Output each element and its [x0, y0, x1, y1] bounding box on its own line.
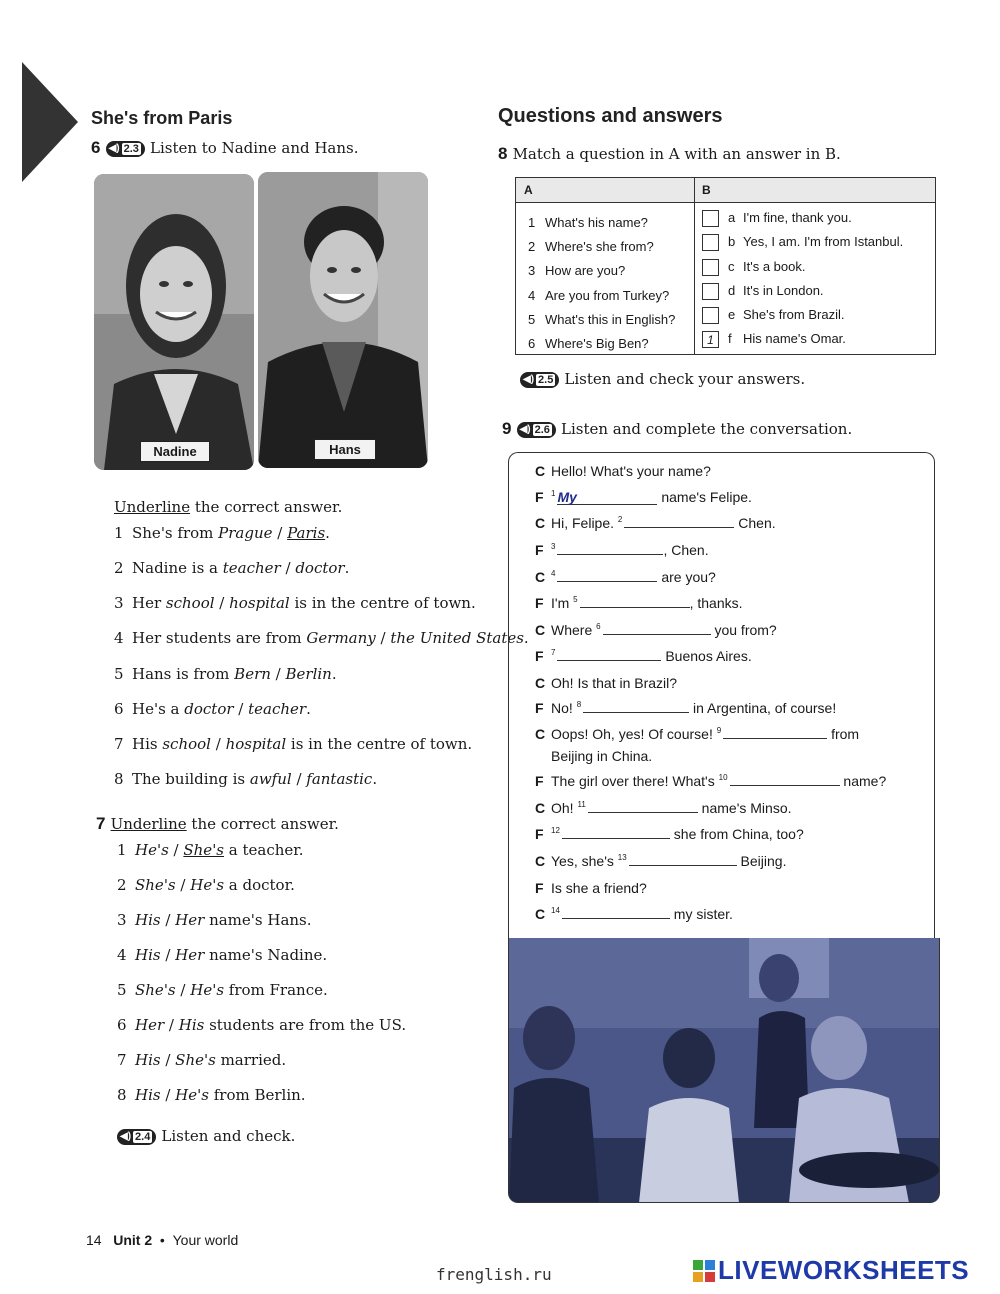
- conv-line-1: C Hello! What's your name?: [535, 463, 711, 479]
- answer-c: c It's a book.: [702, 259, 805, 276]
- option-b[interactable]: hospital: [225, 735, 287, 753]
- conv-line-9: C Oh! Is that in Brazil?: [535, 675, 678, 691]
- ex6-item-5: 5 Hans is from Bern / Berlin.: [114, 665, 337, 683]
- ex7-item-7: 7 His / She's married.: [117, 1051, 287, 1069]
- blank-1[interactable]: My: [557, 489, 657, 505]
- conv-line-13: C Oh! $^{11}$ name's Minso.: [535, 800, 792, 816]
- section-arrow: [22, 62, 78, 182]
- blank-2[interactable]: [624, 516, 734, 528]
- ex6-sub-instruction: Underline the correct answer.: [114, 498, 343, 516]
- answer-a: a I'm fine, thank you.: [702, 210, 852, 227]
- question-1: 1 What's his name?: [528, 215, 648, 230]
- blank-3[interactable]: [557, 543, 663, 555]
- nadine-illustration: [94, 174, 254, 470]
- option-b[interactable]: hospital: [229, 594, 290, 612]
- conv-line-14: F $^{12}$ she from China, too?: [535, 826, 804, 842]
- ex7-item-6: 6 Her / His students are from the US.: [117, 1016, 407, 1034]
- conv-line-4: F $^3$ , Chen.: [535, 542, 709, 558]
- group-illustration: [509, 938, 940, 1203]
- option-a[interactable]: His: [135, 911, 161, 929]
- speaker-icon: ◀): [120, 1131, 132, 1142]
- option-a[interactable]: doctor: [184, 700, 234, 718]
- site-watermark: frenglish.ru: [436, 1265, 552, 1284]
- ex8-number: 8: [498, 144, 508, 163]
- blank-11[interactable]: [588, 801, 698, 813]
- ex6-item-7: 7 His school / hospital is in the centre of town.: [114, 735, 473, 753]
- blank-12[interactable]: [562, 827, 670, 839]
- blank-10[interactable]: [730, 774, 840, 786]
- option-a[interactable]: He's: [135, 841, 169, 859]
- conv-line-11: C Oops! Oh, yes! Of course! $^9$ from: [535, 726, 860, 742]
- question-4: 4 Are you from Turkey?: [528, 288, 670, 303]
- ex7-header: 7 Underline the correct answer.: [96, 814, 339, 833]
- conv-line-11b: Beijing in China.: [551, 748, 653, 764]
- ex7-item-3: 3 His / Her name's Hans.: [117, 911, 312, 929]
- option-b[interactable]: His: [178, 1016, 205, 1034]
- answer-b: b Yes, I am. I'm from Istanbul.: [702, 234, 903, 251]
- option-b[interactable]: Her: [175, 946, 205, 964]
- answer-box-b[interactable]: [702, 234, 719, 251]
- ex6-item-8: 8 The building is awful / fantastic.: [114, 770, 378, 788]
- section-title-left: She's from Paris: [91, 108, 233, 128]
- unit-topic: Your world: [172, 1232, 239, 1248]
- name-tag-hans: Hans: [314, 439, 376, 460]
- name-tag-nadine: Nadine: [140, 441, 210, 462]
- ex6-item-3: 3 Her school / hospital is in the centre of town.: [114, 594, 476, 612]
- answer-f: 1 f His name's Omar.: [702, 331, 846, 348]
- question-2: 2 Where's she from?: [528, 239, 654, 254]
- section-title-right: Questions and answers: [498, 105, 723, 127]
- ex7-item-5: 5 She's / He's from France.: [117, 981, 328, 999]
- option-b[interactable]: Paris: [287, 524, 326, 542]
- ex8-header: [498, 144, 841, 164]
- blank-14[interactable]: [562, 907, 670, 919]
- ex9-number: 9: [502, 419, 512, 438]
- answer-box-d[interactable]: [702, 283, 719, 300]
- ex6-item-4: 4 Her students are from Germany / the United States.: [114, 629, 529, 647]
- answer-d: d It's in London.: [702, 283, 824, 300]
- option-a[interactable]: Germany: [306, 629, 376, 647]
- answer-box-f[interactable]: 1: [702, 331, 719, 348]
- option-a[interactable]: Prague: [218, 524, 273, 542]
- col-b-header: B: [694, 178, 935, 203]
- option-a[interactable]: His: [135, 1086, 161, 1104]
- option-a[interactable]: She's: [135, 981, 176, 999]
- option-a[interactable]: His: [135, 1051, 161, 1069]
- blank-8[interactable]: [583, 701, 689, 713]
- conv-line-3: C Hi, Felipe. $^2$ Chen.: [535, 515, 776, 531]
- option-b[interactable]: teacher: [248, 700, 307, 718]
- question-5: 5 What's this in English?: [528, 312, 676, 327]
- liveworksheets-logo: [693, 1255, 969, 1286]
- audio-button-2-5[interactable]: ◀) 2.5: [520, 372, 559, 388]
- option-a[interactable]: school: [162, 735, 211, 753]
- conv-line-2: F $^1$ My name's Felipe.: [535, 489, 752, 505]
- option-b[interactable]: She's: [183, 841, 225, 859]
- conv-line-7: C Where $^6$ you from?: [535, 622, 777, 638]
- speaker-icon: ◀): [519, 424, 531, 435]
- ex7-item-1: 1 He's / She's a teacher.: [117, 841, 304, 859]
- group-photo: [508, 938, 940, 1203]
- option-b[interactable]: He's: [175, 1086, 209, 1104]
- conv-line-6: F I'm $^5$ , thanks.: [535, 595, 743, 611]
- audio-button-2-4[interactable]: ◀) 2.4: [117, 1129, 156, 1145]
- page-footer: [86, 1232, 238, 1248]
- blank-7[interactable]: [557, 649, 661, 661]
- ex6-item-6: 6 He's a doctor / teacher.: [114, 700, 311, 718]
- conv-line-10: F No! $^8$ in Argentina, of course!: [535, 700, 837, 716]
- answer-box-a[interactable]: [702, 210, 719, 227]
- unit-label: Unit 2: [113, 1232, 153, 1248]
- option-b[interactable]: doctor: [295, 559, 345, 577]
- option-a[interactable]: school: [165, 594, 215, 612]
- ex6-number: 6: [91, 138, 101, 157]
- question-6: 6 Where's Big Ben?: [528, 336, 649, 351]
- speaker-icon: ◀): [523, 374, 535, 385]
- option-a[interactable]: Bern: [234, 665, 271, 683]
- option-a[interactable]: Her: [135, 1016, 165, 1034]
- liveworksheets-logo-icon: [693, 1260, 715, 1282]
- ex6-instruction: Listen to Nadine and Hans.: [149, 139, 359, 157]
- option-a[interactable]: teacher: [222, 559, 281, 577]
- hans-illustration: [258, 172, 428, 468]
- option-b[interactable]: fantastic: [306, 770, 373, 788]
- speaker-icon: ◀): [108, 143, 120, 154]
- match-table: [515, 177, 936, 355]
- photo-nadine: [94, 174, 254, 470]
- option-b[interactable]: She's: [175, 1051, 216, 1069]
- logo-text: LIVEWORKSHEETS: [718, 1255, 970, 1285]
- ex8-listen: ◀) 2.5 Listen and check your answers.: [520, 369, 805, 388]
- footer-bullet: •: [159, 1232, 165, 1248]
- col-a-header: A: [516, 178, 694, 203]
- question-3: 3 How are you?: [528, 263, 626, 278]
- blank-9[interactable]: [723, 727, 827, 739]
- page-number: 14: [86, 1232, 102, 1248]
- table-divider: [694, 178, 695, 354]
- ex6-item-2: 2 Nadine is a teacher / doctor.: [114, 559, 350, 577]
- option-b[interactable]: the United States: [390, 629, 524, 647]
- audio-button-2-6[interactable]: ◀) 2.6: [517, 422, 556, 438]
- conv-line-8: F $^7$ Buenos Aires.: [535, 648, 752, 664]
- ex7-listen: ◀) 2.4 Listen and check.: [117, 1126, 295, 1145]
- blank-4[interactable]: [557, 570, 657, 582]
- option-b[interactable]: Her: [175, 911, 205, 929]
- answer-box-e[interactable]: [702, 307, 719, 324]
- option-a[interactable]: awful: [249, 770, 292, 788]
- option-b[interactable]: Berlin: [285, 665, 332, 683]
- ex8-instruction: Match a question in A with an answer in B.: [512, 145, 841, 163]
- conv-line-16: F Is she a friend?: [535, 880, 647, 896]
- photo-hans: [258, 172, 428, 468]
- conversation-box: [508, 452, 935, 938]
- audio-button-2-3[interactable]: ◀) 2.3: [106, 141, 145, 157]
- ex7-item-8: 8 His / He's from Berlin.: [117, 1086, 306, 1104]
- ex9-header: 9 ◀) 2.6 Listen and complete the conversation.: [502, 419, 853, 438]
- blank-6[interactable]: [603, 623, 711, 635]
- option-b[interactable]: He's: [190, 981, 225, 999]
- option-a[interactable]: She's: [135, 876, 176, 894]
- ex7-number: 7: [96, 814, 106, 833]
- ex7-item-2: 2 She's / He's a doctor.: [117, 876, 295, 894]
- answer-box-c[interactable]: [702, 259, 719, 276]
- conv-line-15: C Yes, she's $^{13}$ Beijing.: [535, 853, 787, 869]
- ex6-header: [91, 138, 359, 158]
- option-b[interactable]: He's: [190, 876, 225, 894]
- option-a[interactable]: His: [135, 946, 161, 964]
- blank-13[interactable]: [629, 854, 737, 866]
- conv-line-12: F The girl over there! What's $^{10}$ name?: [535, 773, 887, 789]
- conv-line-17: C $^{14}$ my sister.: [535, 906, 733, 922]
- ex7-item-4: 4 His / Her name's Nadine.: [117, 946, 328, 964]
- blank-5[interactable]: [580, 596, 690, 608]
- ex6-item-1: 1 She's from Prague / Paris.: [114, 524, 330, 542]
- conv-line-5: C $^4$ are you?: [535, 569, 716, 585]
- answer-e: e She's from Brazil.: [702, 307, 844, 324]
